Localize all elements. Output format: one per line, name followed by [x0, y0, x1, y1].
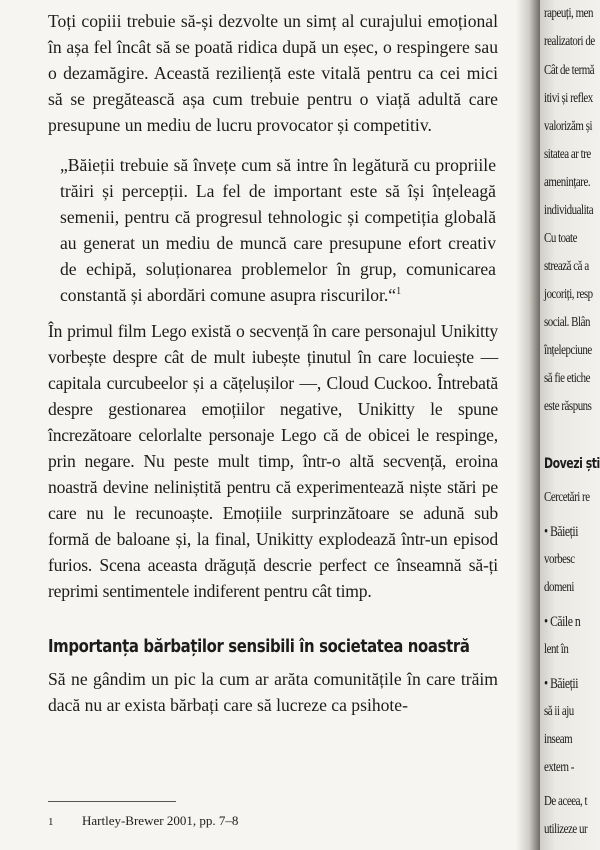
right-page-line: realizatori de: [544, 34, 595, 49]
right-page-line: jocoriți, resp: [544, 287, 593, 302]
footnote-divider: [48, 801, 176, 802]
footnote-reference: 1: [396, 286, 402, 298]
right-page-line: amenințare.: [544, 175, 591, 190]
right-page-line: utilizeze ur: [544, 822, 588, 837]
right-page-bullet: • Băieții: [544, 524, 579, 540]
right-page-line: Cât de termă: [544, 63, 595, 78]
right-page-line: De aceea, t: [544, 794, 588, 809]
block-quote: [60, 152, 496, 308]
right-page-line: Cercetări re: [544, 490, 590, 505]
right-page-line: valorizăm și: [544, 119, 593, 134]
paragraph-sensitive-men: Să ne gândim un pic la cum ar arăta comunitățile în care trăim dacă nu ar exista bărbați care să lucreze ca psihote-: [48, 669, 498, 715]
section-heading: Importanța bărbaților sensibili în societatea noastră: [48, 636, 470, 657]
right-page-line: individualita: [544, 203, 594, 218]
right-page-line: sitatea ar tre: [544, 147, 591, 162]
right-page-line: să fie etiche: [544, 371, 591, 386]
right-page-partial: [540, 0, 600, 850]
book-gutter-shadow: [516, 0, 540, 850]
footnote-number: 1: [48, 816, 54, 828]
right-page-line: vorbesc: [544, 552, 575, 567]
right-page-line: strează că a: [544, 259, 589, 274]
right-page-line: lent în: [544, 642, 569, 657]
right-page-bullet: • Băieții: [544, 676, 579, 692]
right-page-line: înțelepciune: [544, 343, 592, 358]
quote-text: „Băieții trebuie să învețe cum să intre în legătură cu propriile trăiri și percepții. La fel de important este să își înțeleagă semenii, pentru că progresul tehnologic și competiția globală au generat un mediu de muncă care presupune efort creativ de echipă, soluționarea problemelor în grup, comunicarea constantă și abordări comune asupra riscurilor.“: [60, 155, 496, 305]
right-page-line: este răspuns: [544, 399, 592, 414]
right-page-line: social. Blân: [544, 315, 590, 330]
right-page-line: Cu toate: [544, 231, 577, 246]
right-page-line: rapeuți, men: [544, 6, 593, 21]
right-page-line: domeni: [544, 580, 574, 595]
right-page-line: itivi și reflex: [544, 91, 593, 106]
paragraph-resilience: Toți copiii trebuie să-și dezvolte un simț al curajului emoțional în așa fel încât să se poată ridica după un eșec, o respingere sau o dezamăgire. Această reziliență este vitală pentru ca cei mici să se pregătească așa cum trebuie pentru o viață adultă care presupune un mediu de lucru provocator și competitiv.: [48, 11, 498, 135]
right-page-heading: Dovezi ști: [544, 456, 600, 472]
footnote: [48, 812, 238, 831]
right-page-line: să ii aju: [544, 704, 574, 719]
paragraph-lego-unikitty: În primul film Lego există o secvență în care personajul Unikitty vorbește despre cât de mult iubește ținutul în care locuiește — capitala curcubeelor și a cățelușilor —, Cloud Cuckoo. Întrebată despre gestionarea emoțiilor negative, Unikitty le spune încrezătoare celorlalte personaje Lego că de obicei le respinge, prin negare. Nu peste mult timp, într-o altă secvență, eroina noastră devine neliniștită pentru că experimentează niște stări pe care nu le recunoaște. Emoțiile surprinzătoare se adună sub formă de baloane și, la final, Unikitty explodează într-un episod furios. Scena aceasta drăguță descrie perfect ce înseamnă să-ți reprimi sentimentele indiferent pentru cât timp.: [48, 321, 498, 601]
right-page-bullet: • Căile n: [544, 614, 581, 630]
right-page-line: inseam: [544, 732, 573, 747]
footnote-text: Hartley-Brewer 2001, pp. 7–8: [82, 813, 239, 828]
body-text: [48, 8, 498, 718]
right-page-line: extern -: [544, 760, 574, 775]
